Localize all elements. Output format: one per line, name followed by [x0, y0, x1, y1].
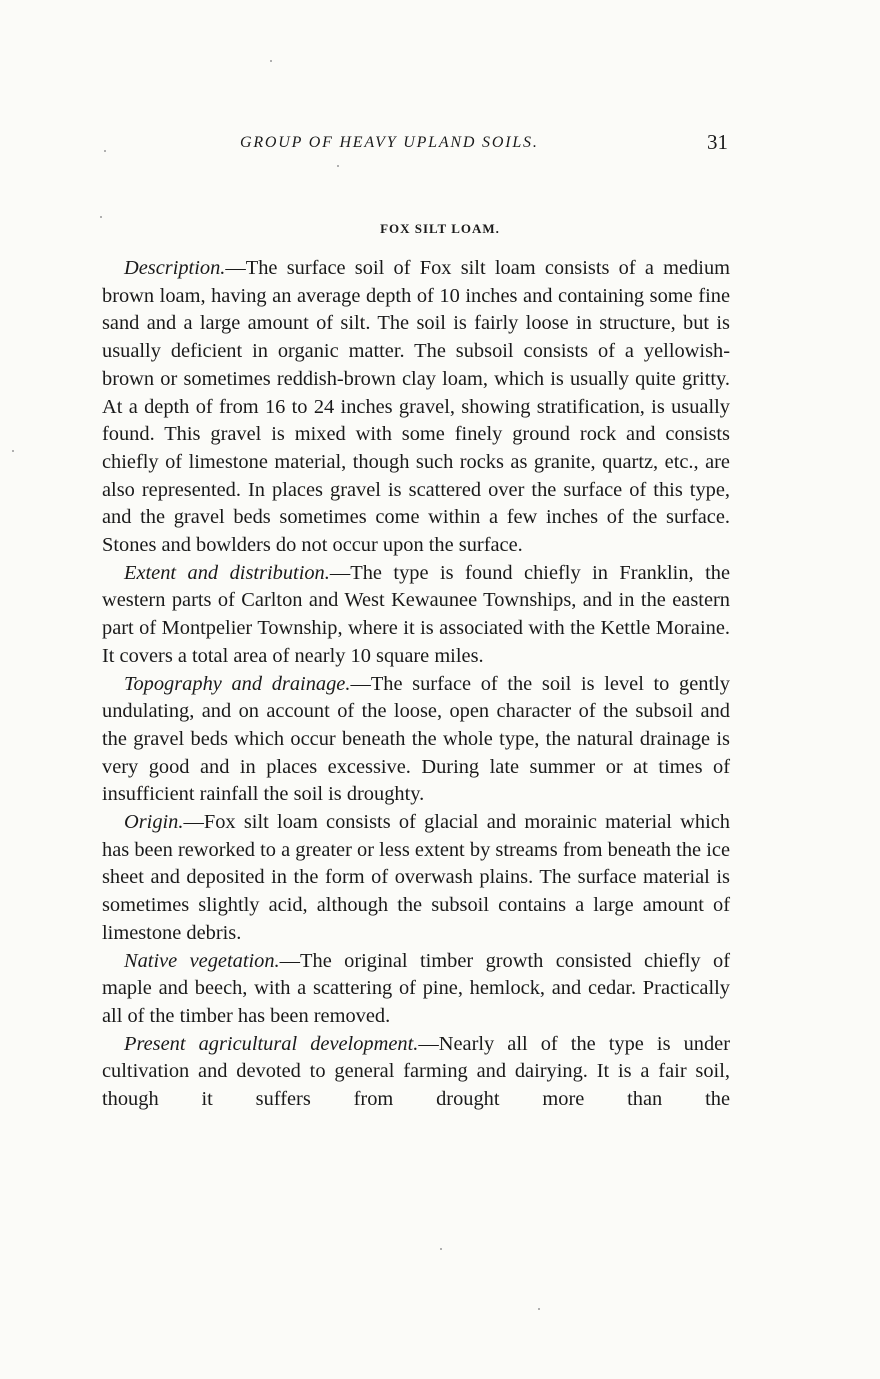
- paragraph-lead: Present agricultural development.: [124, 1032, 419, 1055]
- paragraph-text: —The type is found chiefly in Franklin, the western parts of Carlton and West Kewaunee Townships, and in the eastern part of Montpelier Township, where it is associated with the Kettle Moraine. It covers a total area of nearly 10 square miles.: [102, 561, 730, 667]
- paragraph-agriculture: [102, 1031, 730, 1114]
- paragraph-text: —The surface soil of Fox silt loam consists of a medium brown loam, having an average depth of 10 inches and containing some fine sand and a large amount of silt. The soil is fairly loose in structure, but is usually deficient in organic matter. The subsoil consists of a yellowish-brown or sometimes reddish-brown clay loam, which is usually quite gritty. At a depth of from 16 to 24 inches gravel, showing stratification, is usually found. This gravel is mixed with some finely ground rock and consists chiefly of limestone material, though such rocks as granite, quartz, etc., are also represented. In places gravel is scattered over the surface of this type, and the gravel beds sometimes come within a few inches of the surface. Stones and bowlders do not occur upon the surface.: [102, 257, 730, 557]
- body-text: [102, 255, 730, 1114]
- scan-speck: [270, 60, 272, 62]
- paragraph-text: —The surface of the soil is level to gently undulating, and on account of the loose, open character of the subsoil and the gravel beds which occur beneath the whole type, the natural drainage is very good and in places excessive. During late summer or at times of insufficient rainfall the soil is droughty.: [102, 672, 730, 806]
- scan-speck: [440, 1248, 442, 1250]
- scan-speck: [104, 150, 106, 152]
- paragraph-text: —Nearly all of the type is under cultivation and devoted to general farming and dairying. It is a fair soil, though it suffers from drought more than the: [102, 1032, 731, 1111]
- paragraph-vegetation: [102, 948, 730, 1031]
- scan-speck: [337, 165, 339, 167]
- scan-speck: [538, 1308, 540, 1310]
- paragraph-text: —The original timber growth consisted chiefly of maple and beech, with a scattering of pine, hemlock, and cedar. Practically all of the timber has been removed.: [102, 949, 731, 1027]
- paragraph-description: [102, 255, 730, 560]
- scan-speck: [12, 450, 14, 452]
- scan-speck: [100, 216, 102, 218]
- paragraph-extent: [102, 560, 730, 671]
- paragraph-lead: Extent and distribution.: [124, 561, 330, 584]
- running-title: GROUP OF HEAVY UPLAND SOILS.: [240, 134, 539, 151]
- page-number: 31: [707, 130, 728, 154]
- paragraph-lead: Description.: [124, 257, 226, 279]
- paragraph-topography: [102, 671, 730, 810]
- section-title: FOX SILT LOAM.: [380, 221, 500, 236]
- paragraph-lead: Origin.: [124, 811, 184, 834]
- paragraph-lead: Topography and drainage.: [124, 672, 351, 695]
- paragraph-lead: Native vegetation.: [124, 949, 280, 972]
- paragraph-origin: [102, 809, 730, 948]
- running-head: [0, 130, 880, 158]
- paragraph-text: —Fox silt loam consists of glacial and morainic material which has been reworked to a greater or less extent by streams from beneath the ice sheet and deposited in the form of overwash plains. The surface material is sometimes slightly acid, although the subsoil contains a large amount of limestone debris.: [102, 811, 730, 944]
